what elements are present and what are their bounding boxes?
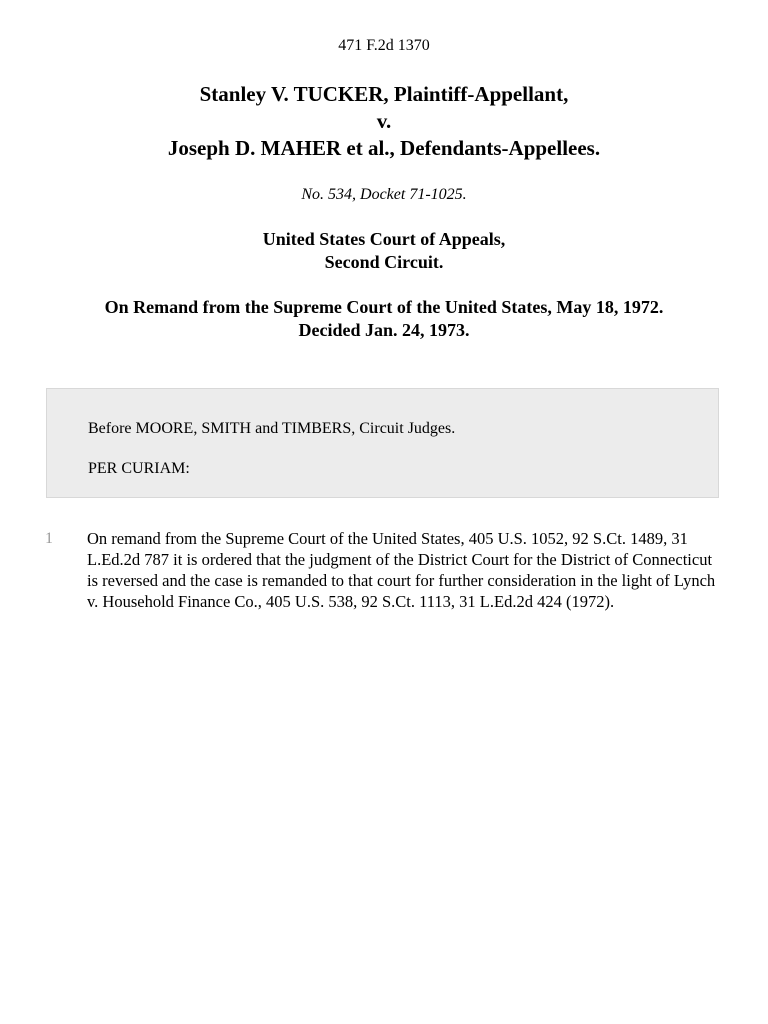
procedural-history xyxy=(40,296,728,342)
judges-line: Before MOORE, SMITH and TIMBERS, Circuit Judges. xyxy=(88,420,456,437)
remand-line: On Remand from the Supreme Court of the United States, May 18, 1972. xyxy=(104,297,664,317)
court-name-line2: Second Circuit. xyxy=(324,252,444,272)
versus-line: v. xyxy=(376,109,392,133)
paragraph-text: On remand from the Supreme Court of the United States, 405 U.S. 1052, 92 S.Ct. 1489, 31 L.Ed.2d 787 it is ordered that the judgment of the District Court for the District of Connecticut is reversed and the case is remanded to that court for further consideration in the light of Lynch v. Household Finance Co., 405 U.S. 538, 92 S.Ct. 1113, 31 L.Ed.2d 424 (1972). xyxy=(87,529,716,611)
paragraph-number[interactable]: 1 xyxy=(45,530,53,547)
defendant-line: Joseph D. MAHER et al., Defendants-Appellees. xyxy=(167,136,601,160)
court-name-line1: United States Court of Appeals, xyxy=(262,229,506,249)
case-caption xyxy=(0,81,768,162)
judges-panel-box xyxy=(46,388,719,498)
court-name xyxy=(0,228,768,274)
decided-line: Decided Jan. 24, 1973. xyxy=(298,320,470,340)
plaintiff-line: Stanley V. TUCKER, Plaintiff-Appellant, xyxy=(199,82,569,106)
case-citation: 471 F.2d 1370 xyxy=(338,37,430,54)
per-curiam-label: PER CURIAM: xyxy=(88,460,190,477)
docket-number: No. 534, Docket 71-1025. xyxy=(301,186,467,203)
